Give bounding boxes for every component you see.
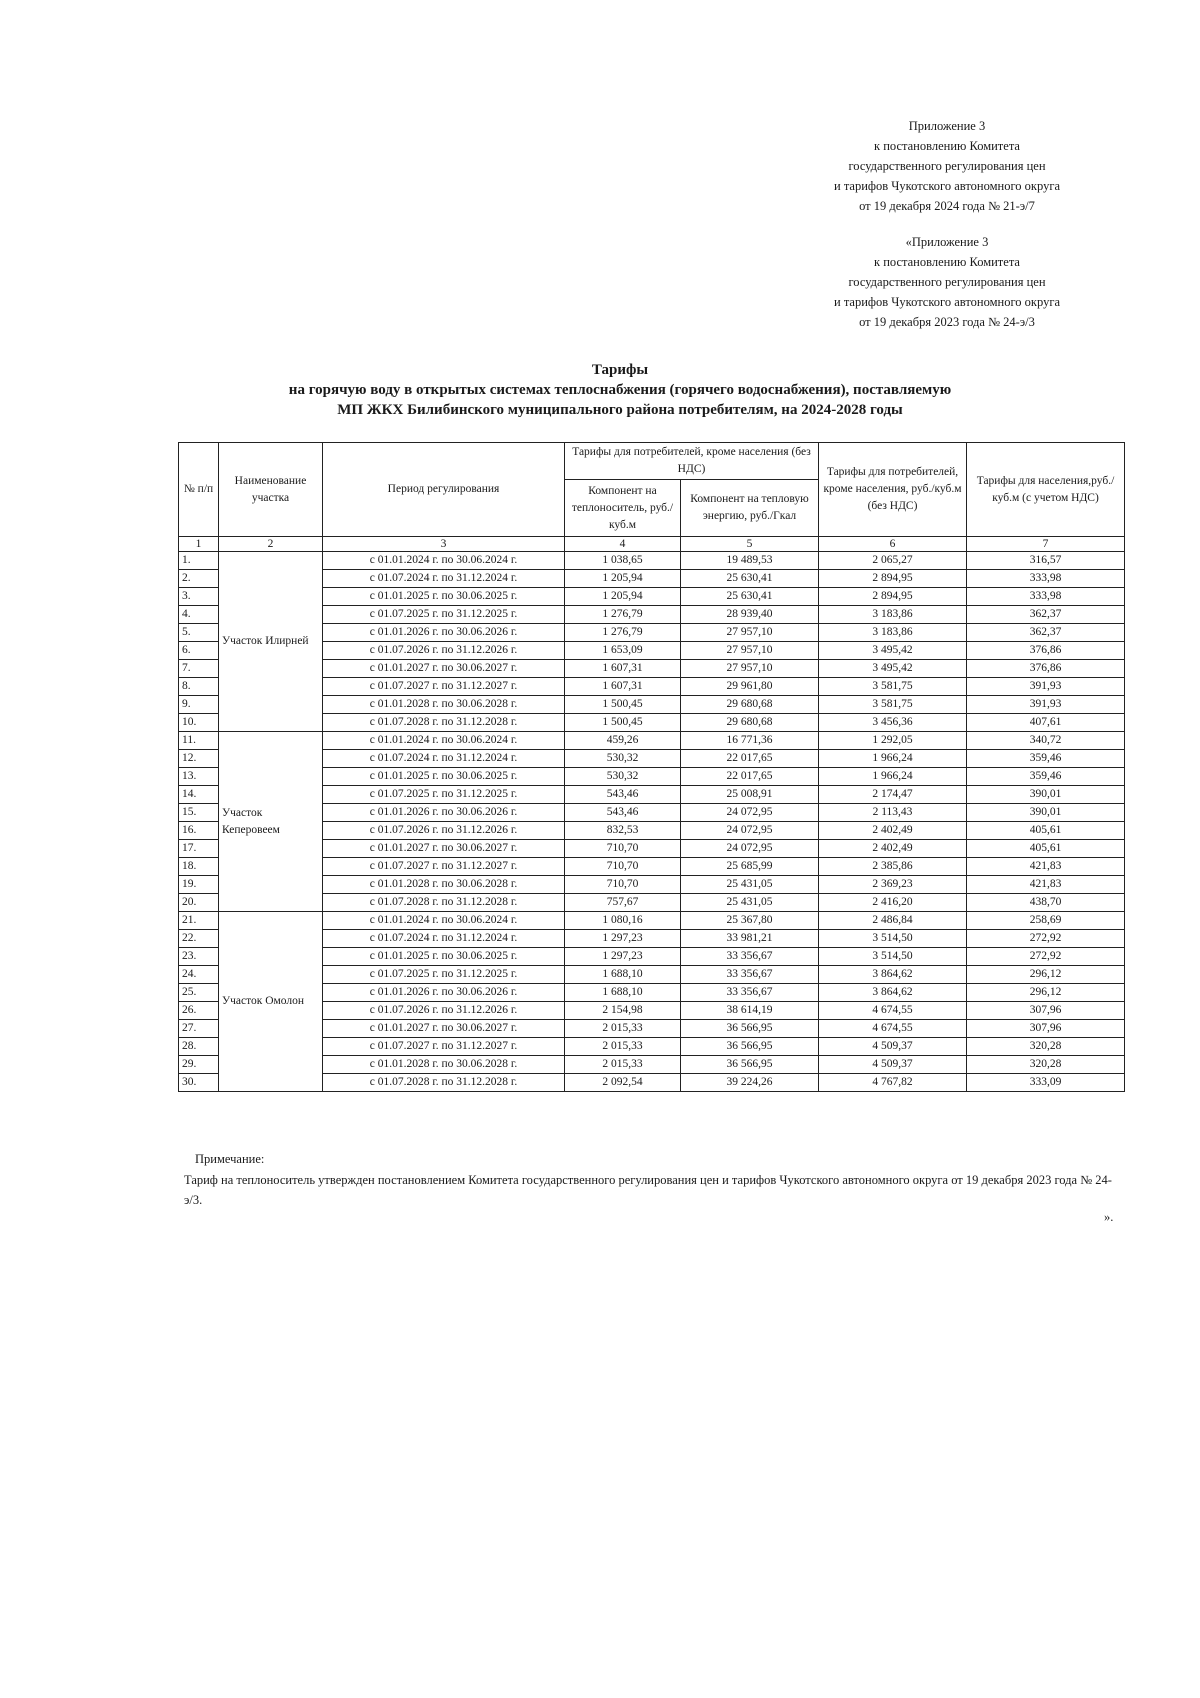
cell-carrier: 1 205,94 xyxy=(565,570,681,588)
cell-carrier: 1 500,45 xyxy=(565,696,681,714)
cell-population: 320,28 xyxy=(967,1056,1125,1074)
cell-population: 307,96 xyxy=(967,1020,1125,1038)
cell-period: с 01.07.2026 г. по 31.12.2026 г. xyxy=(323,1002,565,1020)
table-row xyxy=(179,552,1125,570)
appendix-line: государственного регулирования цен xyxy=(848,275,1046,289)
cell-consumers: 3 514,50 xyxy=(819,948,967,966)
cell-carrier: 459,26 xyxy=(565,732,681,750)
col-number: 1 xyxy=(179,537,219,552)
row-number: 30. xyxy=(179,1074,219,1092)
cell-energy: 27 957,10 xyxy=(681,624,819,642)
cell-consumers: 3 864,62 xyxy=(819,984,967,1002)
cell-carrier: 2 092,54 xyxy=(565,1074,681,1092)
cell-carrier: 1 297,23 xyxy=(565,948,681,966)
cell-population: 272,92 xyxy=(967,948,1125,966)
cell-energy: 19 489,53 xyxy=(681,552,819,570)
cell-population: 376,86 xyxy=(967,660,1125,678)
cell-population: 405,61 xyxy=(967,822,1125,840)
cell-energy: 27 957,10 xyxy=(681,642,819,660)
cell-consumers: 3 495,42 xyxy=(819,660,967,678)
cell-consumers: 3 456,36 xyxy=(819,714,967,732)
row-number: 1. xyxy=(179,552,219,570)
cell-period: с 01.01.2026 г. по 30.06.2026 г. xyxy=(323,984,565,1002)
header-consumers: Тарифы для потребителей, кроме населения, руб./куб.м (без НДС) xyxy=(819,443,967,537)
cell-carrier: 1 205,94 xyxy=(565,588,681,606)
cell-population: 405,61 xyxy=(967,840,1125,858)
row-number: 19. xyxy=(179,876,219,894)
cell-consumers: 2 174,47 xyxy=(819,786,967,804)
cell-carrier: 1 276,79 xyxy=(565,606,681,624)
cell-population: 333,98 xyxy=(967,570,1125,588)
cell-population: 391,93 xyxy=(967,696,1125,714)
cell-carrier: 710,70 xyxy=(565,840,681,858)
cell-carrier: 1 080,16 xyxy=(565,912,681,930)
cell-consumers: 3 864,62 xyxy=(819,966,967,984)
row-number: 11. xyxy=(179,732,219,750)
cell-population: 359,46 xyxy=(967,750,1125,768)
row-number: 6. xyxy=(179,642,219,660)
row-number: 9. xyxy=(179,696,219,714)
cell-energy: 28 939,40 xyxy=(681,606,819,624)
cell-population: 390,01 xyxy=(967,804,1125,822)
header-period: Период регулирования xyxy=(323,443,565,537)
header-carrier: Компонент на теплоноситель, руб./куб.м xyxy=(565,480,681,537)
cell-consumers: 3 495,42 xyxy=(819,642,967,660)
cell-consumers: 2 416,20 xyxy=(819,894,967,912)
cell-period: с 01.01.2026 г. по 30.06.2026 г. xyxy=(323,624,565,642)
cell-consumers: 2 065,27 xyxy=(819,552,967,570)
row-number: 25. xyxy=(179,984,219,1002)
cell-energy: 33 356,67 xyxy=(681,984,819,1002)
appendix-line: «Приложение 3 xyxy=(905,235,989,249)
note-text: Тариф на теплоноситель утвержден постановлением Комитета государственного регулирования цен и тарифов Чукотского автономного округа от 19 декабря 2023 года № 24-э/3. xyxy=(184,1173,1112,1207)
cell-energy: 25 630,41 xyxy=(681,570,819,588)
cell-carrier: 832,53 xyxy=(565,822,681,840)
cell-population: 340,72 xyxy=(967,732,1125,750)
cell-consumers: 3 514,50 xyxy=(819,930,967,948)
cell-consumers: 2 402,49 xyxy=(819,840,967,858)
cell-carrier: 2 015,33 xyxy=(565,1056,681,1074)
cell-energy: 36 566,95 xyxy=(681,1038,819,1056)
appendix-line: от 19 декабря 2024 года № 21-э/7 xyxy=(859,199,1035,213)
cell-energy: 22 017,65 xyxy=(681,768,819,786)
cell-carrier: 543,46 xyxy=(565,786,681,804)
cell-population: 362,37 xyxy=(967,606,1125,624)
cell-population: 376,86 xyxy=(967,642,1125,660)
cell-carrier: 2 015,33 xyxy=(565,1020,681,1038)
appendix-header-previous xyxy=(782,232,1112,332)
cell-consumers: 2 369,23 xyxy=(819,876,967,894)
cell-consumers: 4 674,55 xyxy=(819,1002,967,1020)
cell-period: с 01.01.2027 г. по 30.06.2027 г. xyxy=(323,660,565,678)
cell-period: с 01.07.2028 г. по 31.12.2028 г. xyxy=(323,714,565,732)
cell-consumers: 4 767,82 xyxy=(819,1074,967,1092)
cell-period: с 01.07.2026 г. по 31.12.2026 г. xyxy=(323,822,565,840)
header-num: № п/п xyxy=(179,443,219,537)
col-number: 4 xyxy=(565,537,681,552)
cell-period: с 01.07.2025 г. по 31.12.2025 г. xyxy=(323,966,565,984)
row-number: 29. xyxy=(179,1056,219,1074)
cell-energy: 25 008,91 xyxy=(681,786,819,804)
header-population: Тарифы для населения,руб./куб.м (с учетом НДС) xyxy=(967,443,1125,537)
cell-energy: 33 356,67 xyxy=(681,948,819,966)
row-number: 12. xyxy=(179,750,219,768)
col-number: 3 xyxy=(323,537,565,552)
cell-period: с 01.01.2025 г. по 30.06.2025 г. xyxy=(323,768,565,786)
row-number: 14. xyxy=(179,786,219,804)
cell-population: 320,28 xyxy=(967,1038,1125,1056)
cell-consumers: 3 183,86 xyxy=(819,624,967,642)
header-group-non-population: Тарифы для потребителей, кроме населения (без НДС) xyxy=(565,443,819,480)
cell-consumers: 4 509,37 xyxy=(819,1038,967,1056)
appendix-line: к постановлению Комитета xyxy=(874,255,1020,269)
cell-consumers: 3 581,75 xyxy=(819,696,967,714)
cell-consumers: 3 183,86 xyxy=(819,606,967,624)
cell-population: 258,69 xyxy=(967,912,1125,930)
cell-energy: 25 685,99 xyxy=(681,858,819,876)
row-number: 8. xyxy=(179,678,219,696)
cell-consumers: 2 894,95 xyxy=(819,570,967,588)
row-number: 4. xyxy=(179,606,219,624)
cell-carrier: 2 015,33 xyxy=(565,1038,681,1056)
cell-energy: 24 072,95 xyxy=(681,804,819,822)
row-number: 21. xyxy=(179,912,219,930)
appendix-header-current xyxy=(782,116,1112,216)
cell-period: с 01.07.2024 г. по 31.12.2024 г. xyxy=(323,570,565,588)
cell-carrier: 757,67 xyxy=(565,894,681,912)
cell-carrier: 710,70 xyxy=(565,858,681,876)
cell-energy: 24 072,95 xyxy=(681,822,819,840)
cell-period: с 01.07.2027 г. по 31.12.2027 г. xyxy=(323,1038,565,1056)
cell-period: с 01.01.2024 г. по 30.06.2024 г. xyxy=(323,732,565,750)
cell-period: с 01.01.2027 г. по 30.06.2027 г. xyxy=(323,840,565,858)
cell-energy: 29 680,68 xyxy=(681,714,819,732)
cell-consumers: 2 894,95 xyxy=(819,588,967,606)
cell-carrier: 1 038,65 xyxy=(565,552,681,570)
table-row xyxy=(179,912,1125,930)
cell-consumers: 2 385,86 xyxy=(819,858,967,876)
cell-consumers: 4 674,55 xyxy=(819,1020,967,1038)
row-number: 7. xyxy=(179,660,219,678)
cell-energy: 25 630,41 xyxy=(681,588,819,606)
cell-energy: 33 981,21 xyxy=(681,930,819,948)
cell-population: 421,83 xyxy=(967,876,1125,894)
site-name: Участок Илирней xyxy=(219,552,323,732)
cell-period: с 01.01.2027 г. по 30.06.2027 г. xyxy=(323,1020,565,1038)
cell-population: 272,92 xyxy=(967,930,1125,948)
cell-population: 296,12 xyxy=(967,966,1125,984)
header-site: Наименование участка xyxy=(219,443,323,537)
col-number: 5 xyxy=(681,537,819,552)
cell-period: с 01.07.2027 г. по 31.12.2027 г. xyxy=(323,678,565,696)
row-number: 24. xyxy=(179,966,219,984)
document-title xyxy=(150,360,1090,420)
cell-carrier: 1 607,31 xyxy=(565,678,681,696)
col-number: 6 xyxy=(819,537,967,552)
cell-energy: 29 961,80 xyxy=(681,678,819,696)
cell-energy: 25 431,05 xyxy=(681,894,819,912)
appendix-line: к постановлению Комитета xyxy=(874,139,1020,153)
appendix-line: государственного регулирования цен xyxy=(848,159,1046,173)
title-line: Тарифы xyxy=(591,362,649,378)
cell-energy: 36 566,95 xyxy=(681,1020,819,1038)
title-line: на горячую воду в открытых системах теплоснабжения (горячего водоснабжения), поставляемую xyxy=(288,382,952,398)
appendix-line: Приложение 3 xyxy=(908,119,986,133)
cell-period: с 01.07.2025 г. по 31.12.2025 г. xyxy=(323,786,565,804)
cell-energy: 27 957,10 xyxy=(681,660,819,678)
cell-period: с 01.01.2024 г. по 30.06.2024 г. xyxy=(323,912,565,930)
cell-carrier: 1 653,09 xyxy=(565,642,681,660)
cell-population: 391,93 xyxy=(967,678,1125,696)
cell-population: 333,98 xyxy=(967,588,1125,606)
cell-energy: 38 614,19 xyxy=(681,1002,819,1020)
cell-period: с 01.01.2026 г. по 30.06.2026 г. xyxy=(323,804,565,822)
tariff-table-body xyxy=(179,552,1125,1092)
cell-carrier: 710,70 xyxy=(565,876,681,894)
cell-period: с 01.07.2024 г. по 31.12.2024 г. xyxy=(323,750,565,768)
cell-carrier: 543,46 xyxy=(565,804,681,822)
cell-consumers: 1 292,05 xyxy=(819,732,967,750)
appendix-line: и тарифов Чукотского автономного округа xyxy=(834,295,1060,309)
cell-population: 438,70 xyxy=(967,894,1125,912)
cell-period: с 01.01.2025 г. по 30.06.2025 г. xyxy=(323,588,565,606)
cell-population: 296,12 xyxy=(967,984,1125,1002)
row-number: 22. xyxy=(179,930,219,948)
row-number: 15. xyxy=(179,804,219,822)
cell-population: 307,96 xyxy=(967,1002,1125,1020)
cell-period: с 01.01.2025 г. по 30.06.2025 г. xyxy=(323,948,565,966)
closing-quote: ». xyxy=(1104,1210,1114,1224)
row-number: 3. xyxy=(179,588,219,606)
row-number: 20. xyxy=(179,894,219,912)
cell-population: 316,57 xyxy=(967,552,1125,570)
cell-period: с 01.07.2028 г. по 31.12.2028 г. xyxy=(323,894,565,912)
cell-energy: 25 367,80 xyxy=(681,912,819,930)
cell-consumers: 1 966,24 xyxy=(819,768,967,786)
cell-period: с 01.01.2024 г. по 30.06.2024 г. xyxy=(323,552,565,570)
cell-energy: 25 431,05 xyxy=(681,876,819,894)
cell-consumers: 1 966,24 xyxy=(819,750,967,768)
cell-carrier: 1 607,31 xyxy=(565,660,681,678)
cell-consumers: 2 402,49 xyxy=(819,822,967,840)
appendix-line: от 19 декабря 2023 года № 24-э/3 xyxy=(859,315,1035,329)
cell-carrier: 1 500,45 xyxy=(565,714,681,732)
cell-period: с 01.01.2028 г. по 30.06.2028 г. xyxy=(323,1056,565,1074)
tariff-table xyxy=(178,442,1125,1092)
row-number: 26. xyxy=(179,1002,219,1020)
header-energy: Компонент на тепловую энергию, руб./Гкал xyxy=(681,480,819,537)
cell-population: 333,09 xyxy=(967,1074,1125,1092)
cell-population: 359,46 xyxy=(967,768,1125,786)
note-label: Примечание: xyxy=(195,1152,265,1166)
col-number: 7 xyxy=(967,537,1125,552)
cell-energy: 29 680,68 xyxy=(681,696,819,714)
row-number: 16. xyxy=(179,822,219,840)
cell-energy: 22 017,65 xyxy=(681,750,819,768)
cell-carrier: 2 154,98 xyxy=(565,1002,681,1020)
row-number: 18. xyxy=(179,858,219,876)
cell-period: с 01.07.2026 г. по 31.12.2026 г. xyxy=(323,642,565,660)
appendix-line: и тарифов Чукотского автономного округа xyxy=(834,179,1060,193)
cell-carrier: 530,32 xyxy=(565,768,681,786)
cell-period: с 01.07.2027 г. по 31.12.2027 г. xyxy=(323,858,565,876)
cell-consumers: 3 581,75 xyxy=(819,678,967,696)
cell-carrier: 1 688,10 xyxy=(565,966,681,984)
row-number: 27. xyxy=(179,1020,219,1038)
cell-consumers: 2 486,84 xyxy=(819,912,967,930)
cell-period: с 01.07.2025 г. по 31.12.2025 г. xyxy=(323,606,565,624)
cell-carrier: 1 297,23 xyxy=(565,930,681,948)
site-name: Участок Омолон xyxy=(219,912,323,1092)
row-number: 2. xyxy=(179,570,219,588)
cell-consumers: 2 113,43 xyxy=(819,804,967,822)
row-number: 23. xyxy=(179,948,219,966)
row-number: 5. xyxy=(179,624,219,642)
title-line: МП ЖКХ Билибинского муниципального района потребителям, на 2024-2028 годы xyxy=(337,402,903,418)
cell-carrier: 1 276,79 xyxy=(565,624,681,642)
cell-energy: 16 771,36 xyxy=(681,732,819,750)
cell-population: 421,83 xyxy=(967,858,1125,876)
row-number: 10. xyxy=(179,714,219,732)
cell-population: 362,37 xyxy=(967,624,1125,642)
cell-carrier: 1 688,10 xyxy=(565,984,681,1002)
cell-carrier: 530,32 xyxy=(565,750,681,768)
cell-period: с 01.07.2028 г. по 31.12.2028 г. xyxy=(323,1074,565,1092)
row-number: 13. xyxy=(179,768,219,786)
cell-consumers: 4 509,37 xyxy=(819,1056,967,1074)
site-name: Участок Кеперовеем xyxy=(219,732,323,912)
cell-period: с 01.01.2028 г. по 30.06.2028 г. xyxy=(323,876,565,894)
cell-population: 407,61 xyxy=(967,714,1125,732)
cell-period: с 01.07.2024 г. по 31.12.2024 г. xyxy=(323,930,565,948)
cell-energy: 39 224,26 xyxy=(681,1074,819,1092)
cell-population: 390,01 xyxy=(967,786,1125,804)
cell-energy: 36 566,95 xyxy=(681,1056,819,1074)
cell-period: с 01.01.2028 г. по 30.06.2028 г. xyxy=(323,696,565,714)
cell-energy: 33 356,67 xyxy=(681,966,819,984)
table-row xyxy=(179,732,1125,750)
row-number: 28. xyxy=(179,1038,219,1056)
cell-energy: 24 072,95 xyxy=(681,840,819,858)
row-number: 17. xyxy=(179,840,219,858)
col-number: 2 xyxy=(219,537,323,552)
